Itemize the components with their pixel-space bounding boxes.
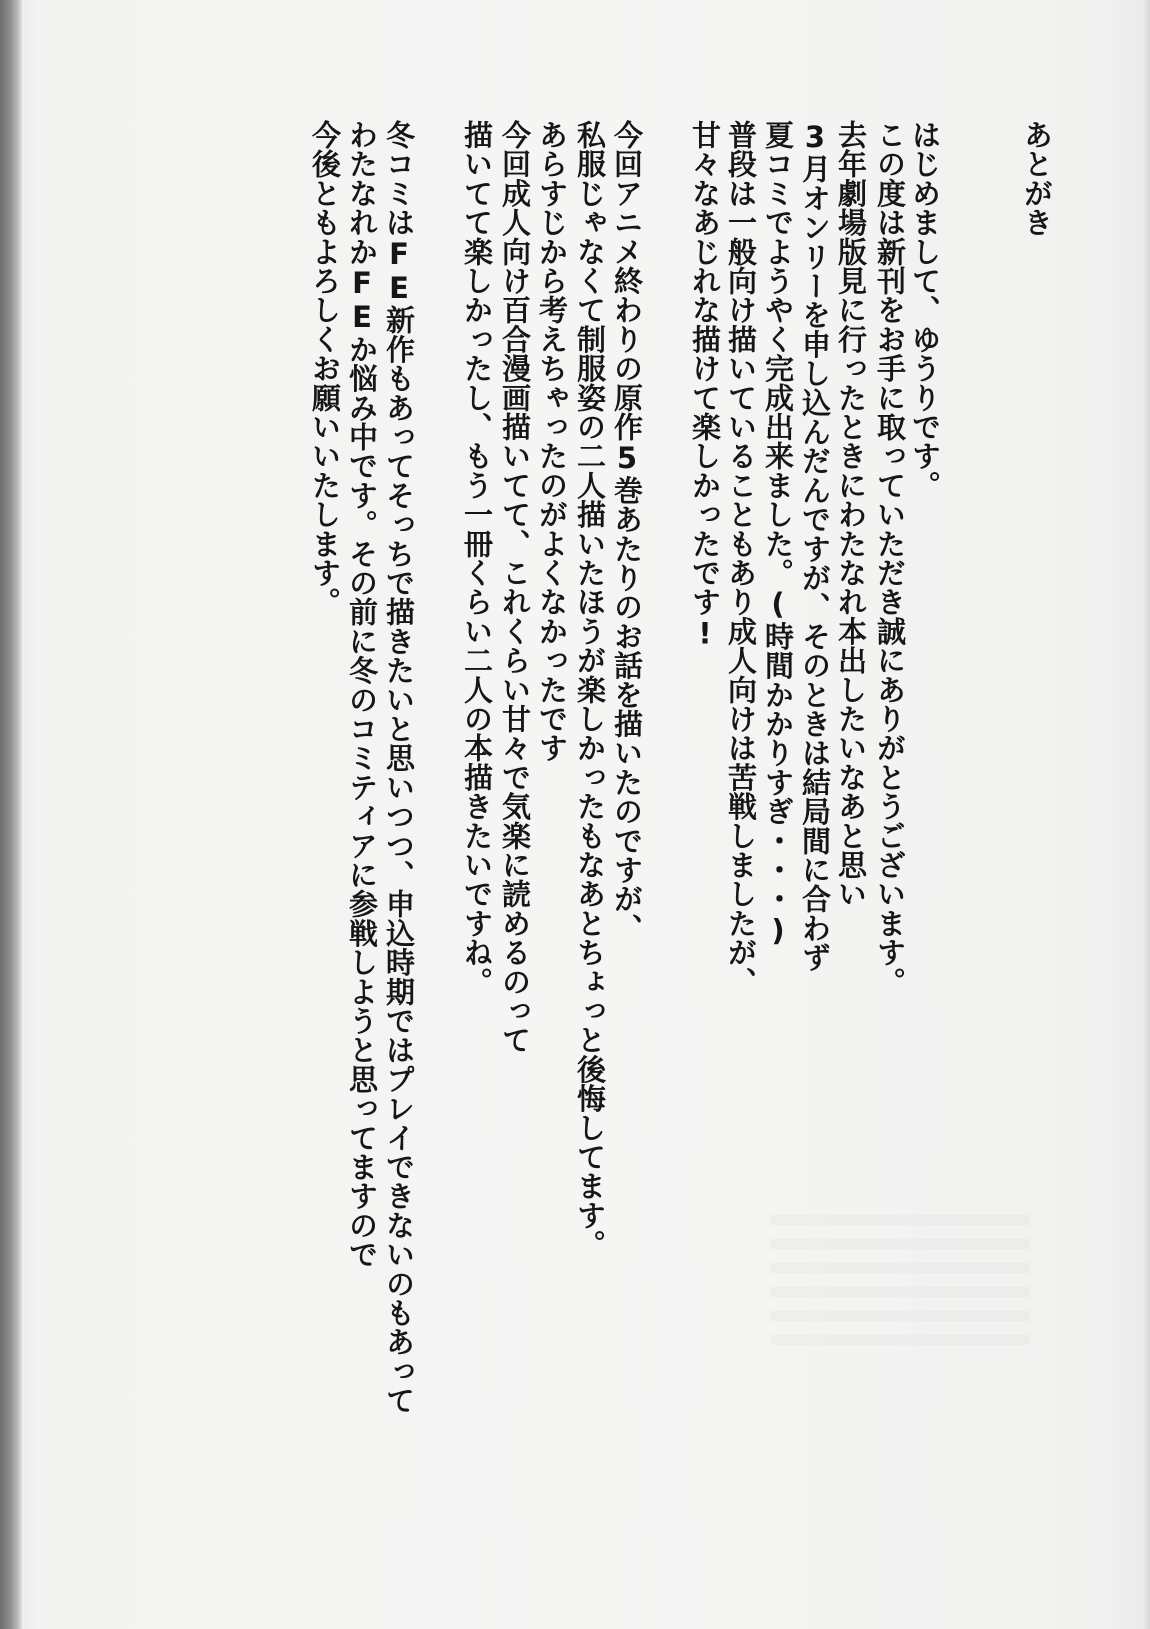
binding-shadow [0,0,22,1629]
text-line: 今後ともよろしくお願いいたします。 [308,120,342,617]
text-line: 3月オンリーを申し込んだんですが、そのときは結局間に合わず [798,120,832,972]
text-line: わたなれかFEか悩み中です。その前に冬のコミティアに参戦しようと思ってますので [345,120,379,1269]
text-line: この度は新刊をお手に取っていただき誠にありがとうございます。 [873,120,907,996]
text-line: 普段は一般向け描いていることもあり成人向けは苦戦しましたが、 [724,120,758,996]
text-line: 冬コミはFE新作もあってそっちで描きたいと思いつつ、申込時期ではプレイできないのもあって [382,120,416,1415]
text-line: 夏コミでようやく完成出来ました。(時間かかりすぎ・・・) [761,120,795,948]
text-line: 描いてて楽しかったし、もう一冊くらい二人の本描きたいですね。 [460,120,494,996]
text-line: 去年劇場版見に行ったときにわたなれ本出したいなあと思い [834,120,868,909]
text-line: 私服じゃなくて制服姿の二人描いたほうが楽しかったもなあとちょっと後悔してます。 [573,120,607,1259]
page-edge-shadow [1142,0,1150,1629]
text-line: 甘々なあじれな描けて楽しかったです! [688,120,722,651]
show-through-text [770,1205,1030,1345]
text-line: あらすじから考えちゃったのがよくなかったです [535,120,569,763]
afterword-heading: あとがき [1020,120,1054,237]
text-line: 今回アニメ終わりの原作5巻あたりのお話を描いたのですが、 [610,120,644,943]
text-line: はじめまして、ゆうりです。 [908,120,942,500]
text-line: 今回成人向け百合漫画描いてて、これくらい甘々で気楽に読めるのって [498,120,532,1055]
